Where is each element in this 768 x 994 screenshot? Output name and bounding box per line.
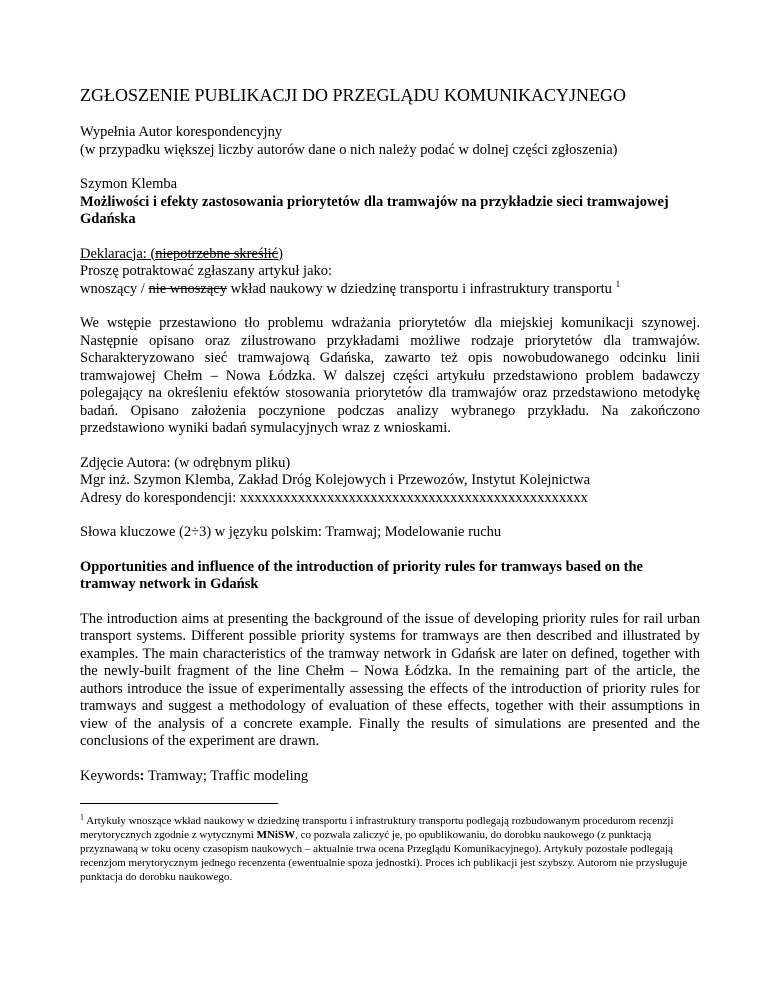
fill-note-line1: Wypełnia Autor korespondencyjny [80,124,283,140]
paper-title-pl: Możliwości i efekty zastosowania priorytetów dla tramwajów na przykładzie sieci tramwajowej Gdańska [80,193,669,227]
footnote-number: 1 [80,812,84,822]
keywords-en-label: Keywords [80,767,140,784]
declaration-label-prefix: Deklaracja: ( [80,245,156,262]
keywords-en-value: Tramway; Traffic modeling [144,767,309,784]
footnote-text-strong: MNiSW [256,829,296,841]
abstract-pl-section [80,315,700,438]
declaration-label-suffix: ) [278,245,283,262]
declaration-option-kept: wnoszący / [80,280,149,297]
footnote-ref: 1 [615,278,621,289]
author-affiliation: Mgr inż. Szymon Klemba, Zakład Dróg Kolejowych i Przewozów, Instytut Kolejnictwa [80,472,591,488]
keywords-en-section [80,768,700,786]
author-section [80,176,700,229]
footnote [80,814,700,884]
photo-section [80,455,700,508]
keywords-pl: Słowa kluczowe (2÷3) w języku polskim: Tramwaj; Modelowanie ruchu [80,524,502,540]
footnote-text-part1: Artykuły wnoszące wkład naukowy w dziedzinę transportu i infrastruktury transportu podlegają rozbudowanym procedurom recenzji merytorycznych zgodnie z wytycznymi [80,815,674,841]
photo-label: Zdjęcie Autora: (w odrębnym pliku) [80,454,291,471]
declaration-section [80,246,700,299]
page-title: ZGŁOSZENIE PUBLIKACJI DO PRZEGLĄDU KOMUNIKACYJNEGO [80,85,626,105]
declaration-label [80,246,700,264]
document-page [80,84,700,884]
keywords-en-colon: : [139,767,145,784]
fill-note-line2: (w przypadku większej liczby autorów dane o nich należy podać w dolnej części zgłoszenia) [80,141,618,158]
keywords-en [80,768,700,786]
abstract-en-section [80,611,700,751]
declaration-option-struck: nie wnoszący [148,280,227,297]
paper-title-en: Opportunities and influence of the introduction of priority rules for tramways based on the tramway network in Gdańsk [80,558,643,592]
declaration-option-rest: wkład naukowy w dziedzinę transportu i infrastruktury transportu [226,280,616,297]
footnote-separator [80,803,278,804]
declaration-request: Proszę potraktować zgłaszany artykuł jako: [80,263,333,279]
declaration-option [80,278,700,299]
footnote-text-part2: , co pozwala zaliczyć je, po opublikowaniu, do dorobku naukowego (z punktacją przyznawaną w toku oceny czasopism naukowych – aktualnie trwa ocena Przeglądu Komunikacyjnego). Artykuły pozostałe podlegają recenzjom merytorycznym jednego recenzenta (ewentualnie spoza jednostki). Proces ich publikacji jest szybszy. Autorom nie przysługuje punktacja do dorobku naukowego. [80,829,688,883]
author-name: Szymon Klemba [80,176,178,192]
paper-title-en-section [80,559,700,594]
correspondence-address: Adresy do korespondencji: xxxxxxxxxxxxxxxxxxxxxxxxxxxxxxxxxxxxxxxxxxxxxxxx [80,489,588,506]
abstract-en: The introduction aims at presenting the background of the issue of developing priority rules for rail urban transport systems. Different possible priority systems for tramways are then described and illustrated by examples. The main characteristics of the tramway network in Gdańsk are later on defined, together with the newly-built fragment of the line Chełm – Nowa Łódzka. In the remaining part of the article, the authors introduce the issue of experimentally assessing the effects of the introduction of priority rules for tramways and suggest a methodology of evaluation of these effects, together with their assumptions in view of the analysis of a concrete example. Finally the results of simulations are presented and the conclusions of the experiment are drawn. [80,610,700,749]
declaration-label-struck: niepotrzebne skreślić [155,245,279,262]
abstract-pl: We wstępie przestawiono tło problemu wdrażania priorytetów dla miejskiej komunikacji szynowej. Następnie opisano oraz zilustrowano przykładami możliwe rodzaje priorytetów dla tramwajów. Scharakteryzowano sieć tramwajową Gdańska, zawarto też opis nowobudowanego odcinku linii tramwajowej Chełm – Nowa Łódzka. W dalszej części artykułu przedstawiono problem badawczy polegający na określeniu efektów stosowania priorytetów dla tramwajów oraz przedstawiono metodykę badań. Opisano założenia poczynione podczas analizy wybranego przykładu. Na zakończono przedstawiono wyniki badań symulacyjnych wraz z wnioskami. [80,315,700,436]
fill-note [80,124,700,159]
keywords-pl-section [80,524,700,542]
